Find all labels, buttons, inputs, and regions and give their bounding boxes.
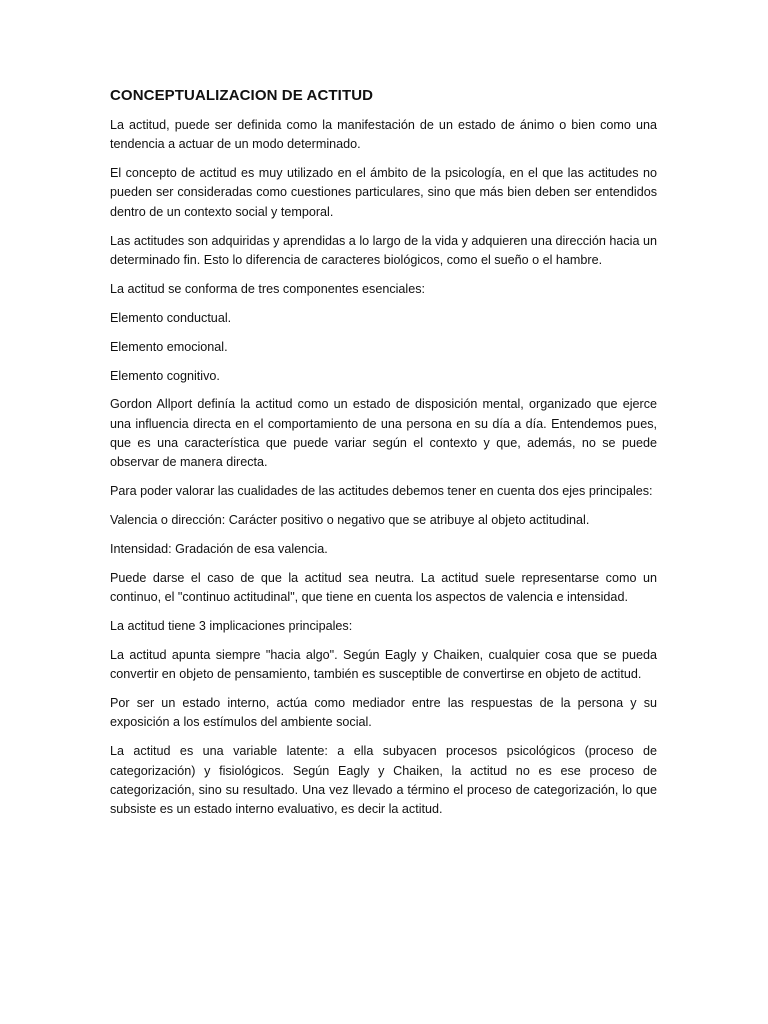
list-item-conductual: Elemento conductual.: [110, 310, 232, 325]
list-item-emocional: Elemento emocional.: [110, 339, 228, 354]
paragraph-acquired-attitudes: Las actitudes son adquiridas y aprendidas a lo largo de la vida y adquieren una dirección hacia un determinado fin. Esto lo diferencia de caracteres biológicos, como el sueño o el hambre.: [110, 233, 657, 267]
paragraph-definition: La actitud, puede ser definida como la manifestación de un estado de ánimo o bien como una tendencia a actuar de un modo determinado.: [110, 118, 657, 152]
paragraph-internal-state: Por ser un estado interno, actúa como mediador entre las respuestas de la persona y su exposición a los estímulos del ambiente social.: [110, 696, 657, 730]
document-page: [110, 86, 657, 829]
document-title: CONCEPTUALIZACION DE ACTITUD: [110, 87, 374, 104]
paragraph-psychology-context: El concepto de actitud es muy utilizado en el ámbito de la psicología, en el que las actitudes no pueden ser consideradas como cuestiones particulares, sino que más bien deben ser entendidos dentro de un contexto social y temporal.: [110, 166, 657, 219]
paragraph-implications-intro: La actitud tiene 3 implicaciones principales:: [110, 619, 353, 634]
list-item-valencia: Valencia o dirección: Carácter positivo o negativo que se atribuye al objeto actitudinal.: [110, 513, 590, 528]
list-item-intensidad: Intensidad: Gradación de esa valencia.: [110, 541, 328, 556]
list-item-cognitivo: Elemento cognitivo.: [110, 368, 220, 383]
paragraph-axes-intro: Para poder valorar las cualidades de las actitudes debemos tener en cuenta dos ejes principales:: [110, 484, 653, 499]
paragraph-allport: Gordon Allport definía la actitud como un estado de disposición mental, organizado que ejerce una influencia directa en el comportamiento de una persona en su día a día. Entendemos pues, que es una característica que puede variar según el contexto y que, además, no se puede observar de manera directa.: [110, 397, 657, 470]
paragraph-components-intro: La actitud se conforma de tres componentes esenciales:: [110, 281, 426, 296]
paragraph-neutral-attitude: Puede darse el caso de que la actitud sea neutra. La actitud suele representarse como un continuo, el "continuo actitudinal", que tiene en cuenta los aspectos de valencia e intensidad.: [110, 570, 657, 605]
paragraph-latent-variable: La actitud es una variable latente: a ella subyacen procesos psicológicos (proceso de categorización) y fisiológicos. Según Eagly y Chaiken, la actitud no es ese proceso de categorización, sino su resultado. Una vez llevado a término el proceso de categorización, lo que subsiste es un estado interno evaluativo, es decir la actitud.: [110, 744, 657, 817]
paragraph-towards-something: La actitud apunta siempre "hacia algo". Según Eagly y Chaiken, cualquier cosa que se pueda convertir en objeto de pensamiento, también es susceptible de convertirse en objeto de actitud.: [110, 647, 657, 682]
